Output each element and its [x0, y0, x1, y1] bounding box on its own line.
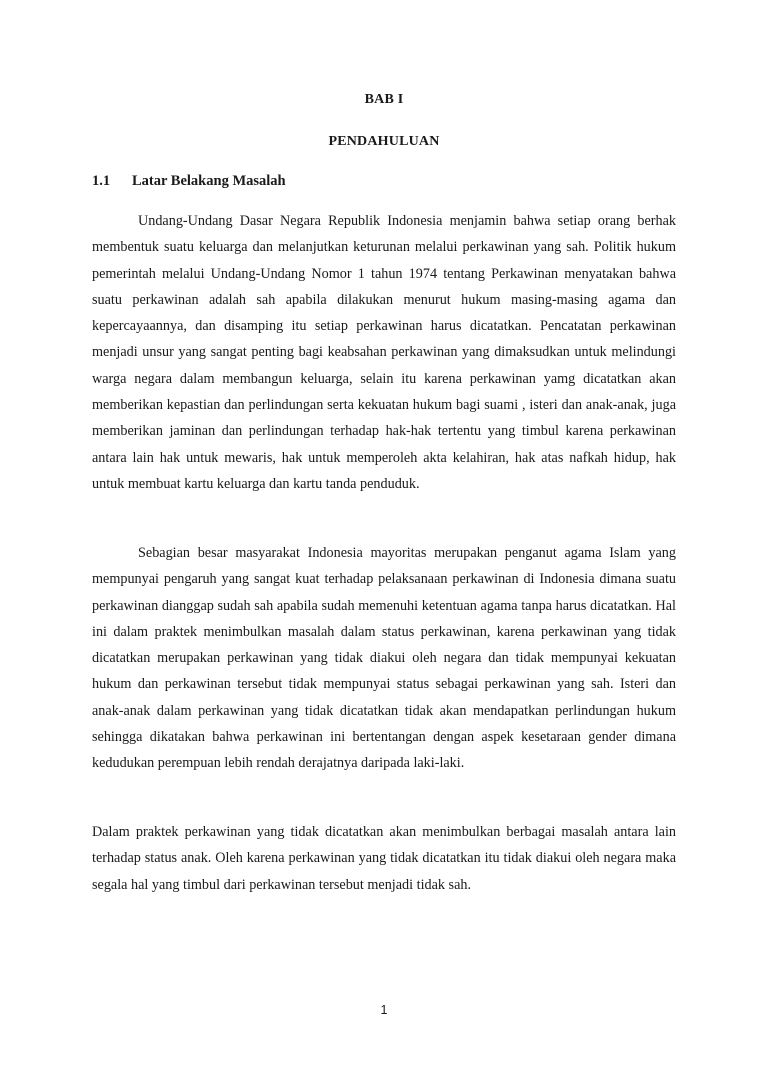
section-title: Latar Belakang Masalah: [132, 173, 286, 189]
chapter-number: BAB I: [364, 92, 404, 107]
paragraph-1: Undang-Undang Dasar Negara Republik Indonesia menjamin bahwa setiap orang berhak membentuk suatu keluarga dan melanjutkan keturunan melalui perkawinan yang sah. Politik hukum pemerintah melalui Undang-Undang Nomor 1 tahun 1974 tentang Perkawinan menyatakan bahwa suatu perkawinan adalah sah apabila dilakukan menurut hukum masing-masing agama dan kepercayaannya, dan disamping itu setiap perkawinan harus dicatatkan. Pencatatan perkawinan menjadi unsur yang sangat penting bagi keabsahan perkawinan yang dimaksudkan untuk melindungi warga negara dalam membangun keluarga, selain itu karena perkawinan yamg dicatatkan akan memberikan kepastian dan perlindungan serta kekuatan hukum bagi suami , isteri dan anak-anak, juga memberikan jaminan dan perlindungan terhadap hak-hak tertentu yang timbul karena perkawinan antara lain hak untuk mewaris, hak untuk memperoleh akta kelahiran, hak atas nafkah hidup, hak untuk membuat kartu keluarga dan kartu tanda penduduk.: [92, 213, 676, 492]
chapter-title: PENDAHULUAN: [328, 134, 440, 149]
paragraph-3: Dalam praktek perkawinan yang tidak dicatatkan akan menimbulkan berbagai masalah antara lain terhadap status anak. Oleh karena perkawinan yang tidak dicatatkan itu tidak diakui oleh negara maka segala hal yang timbul dari perkawinan tersebut menjadi tidak sah.: [92, 824, 676, 893]
section-number: 1.1: [92, 173, 111, 189]
paragraph-2: Sebagian besar masyarakat Indonesia mayoritas merupakan penganut agama Islam yang mempunyai pengaruh yang sangat kuat terhadap pelaksanaan perkawinan di Indonesia dimana suatu perkawinan dianggap sudah sah apabila sudah memenuhi ketentuan agama tanpa harus dicatatkan. Hal ini dalam praktek menimbulkan masalah dalam status perkawinan, karena perkawinan yang tidak dicatatkan merupakan perkawinan yang tidak diakui oleh negara dan tidak mempunyai kekuatan hukum dan perkawinan tersebut tidak mempunyai status sebagai perkawinan yang sah. Isteri dan anak-anak dalam perkawinan yang tidak dicatatkan tidak akan mendapatkan perlindungan hukum sehingga dikatakan bahwa perkawinan ini bertentangan dengan aspek kesetaraan gender dimana kedudukan perempuan lebih rendah derajatnya daripada laki-laki.: [92, 545, 676, 772]
section-heading: [92, 173, 286, 190]
page-number: 1: [380, 1003, 388, 1017]
